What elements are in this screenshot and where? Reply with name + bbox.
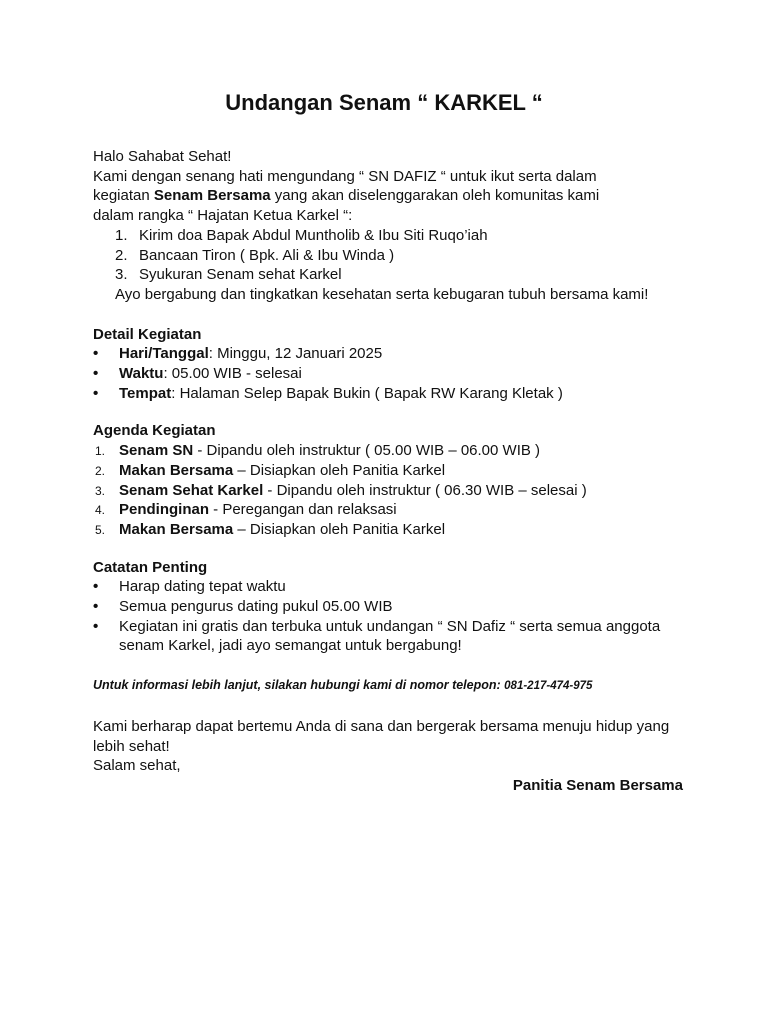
agenda-heading: Agenda Kegiatan — [93, 422, 216, 440]
agenda-label: Makan Bersama — [119, 520, 234, 538]
note-text: Kegiatan ini gratis dan terbuka untuk undangan “ SN Dafiz “ serta semua anggota senam Karkel, jadi ayo semangat untuk bergabung! — [119, 617, 661, 655]
signature: Panitia Senam Bersama — [512, 776, 683, 794]
intro-line-2-pre: kegiatan — [93, 187, 154, 205]
agenda-item — [93, 520, 683, 540]
detail-value: : Halaman Selep Bapak Bukin ( Bapak RW Karang Kletak ) — [171, 384, 563, 402]
detail-item — [93, 384, 683, 404]
bullet-icon: • — [93, 617, 99, 635]
agenda-number: 5. — [95, 522, 106, 537]
detail-item — [93, 364, 683, 384]
list-text: Kirim doa Bapak Abdul Muntholib & Ibu Siti Ruqo’iah — [139, 226, 488, 244]
bullet-icon: • — [93, 578, 99, 596]
notes-heading: Catatan Penting — [93, 558, 208, 576]
closing-text: Kami berharap dapat bertemu Anda di sana dan bergerak bersama menuju hidup yang lebih sehat! — [93, 717, 670, 755]
agenda-value: – Disiapkan oleh Panitia Karkel — [233, 461, 446, 479]
agenda-label: Pendinginan — [119, 501, 209, 519]
agenda-number: 3. — [95, 483, 106, 498]
list-item — [115, 265, 683, 285]
agenda-item — [93, 441, 683, 461]
detail-heading: Detail Kegiatan — [93, 325, 202, 343]
contact-info — [93, 676, 683, 697]
agenda-number: 1. — [95, 444, 106, 459]
salam-text: Salam sehat, — [93, 757, 181, 775]
note-item — [93, 577, 683, 597]
list-number: 1. — [115, 226, 128, 244]
bullet-icon: • — [93, 384, 99, 402]
intro-line-1: Kami dengan senang hati mengundang “ SN DAFIZ “ untuk ikut serta dalam — [93, 167, 597, 185]
note-item — [93, 597, 683, 617]
phone-number: 081-217-474-975 — [504, 680, 593, 693]
agenda-item — [93, 500, 683, 520]
bullet-icon: • — [93, 345, 99, 363]
detail-value: : 05.00 WIB - selesai — [163, 365, 302, 383]
document-body — [93, 147, 683, 796]
note-text: Harap dating tepat waktu — [119, 578, 286, 596]
list-item — [115, 226, 683, 246]
list-number: 2. — [115, 246, 128, 264]
list-text: Bancaan Tiron ( Bpk. Ali & Ibu Winda ) — [139, 246, 395, 264]
bullet-icon: • — [93, 365, 99, 383]
intro-line-3: dalam rangka “ Hajatan Ketua Karkel “: — [93, 207, 353, 225]
intro-list — [93, 226, 683, 285]
greeting: Halo Sahabat Sehat! — [93, 148, 232, 165]
list-number: 3. — [115, 266, 128, 284]
agenda-list — [93, 441, 683, 540]
detail-value: : Minggu, 12 Januari 2025 — [208, 345, 383, 363]
agenda-value: - Peregangan dan relaksasi — [209, 501, 397, 519]
agenda-item — [93, 481, 683, 501]
agenda-label: Senam SN — [119, 442, 194, 460]
note-text: Semua pengurus dating pukul 05.00 WIB — [119, 598, 393, 616]
intro-line-2 — [93, 186, 683, 206]
contact-text: Untuk informasi lebih lanjut, silakan hubungi kami di nomor telepon: — [93, 678, 505, 693]
agenda-value: - Dipandu oleh instruktur ( 06.30 WIB – selesai ) — [263, 481, 587, 499]
agenda-label: Senam Sehat Karkel — [119, 481, 264, 499]
detail-label: Waktu — [119, 365, 164, 383]
detail-item — [93, 344, 683, 364]
detail-list — [93, 344, 683, 403]
agenda-number: 4. — [95, 503, 106, 518]
intro-highlight: Senam Bersama — [153, 187, 271, 205]
notes-list — [93, 577, 683, 656]
detail-label: Hari/Tanggal — [119, 345, 209, 363]
intro-closing: Ayo bergabung dan tingkatkan kesehatan serta kebugaran tubuh bersama kami! — [115, 285, 649, 303]
agenda-value: - Dipandu oleh instruktur ( 05.00 WIB – 06.00 WIB ) — [193, 442, 541, 460]
bullet-icon: • — [93, 598, 99, 616]
detail-label: Tempat — [119, 384, 172, 402]
note-item — [93, 617, 683, 656]
intro-line-2-post: yang akan diselenggarakan oleh komunitas kami — [270, 187, 600, 205]
agenda-item — [93, 461, 683, 481]
list-item — [115, 246, 683, 266]
agenda-label: Makan Bersama — [119, 461, 234, 479]
agenda-value: – Disiapkan oleh Panitia Karkel — [233, 520, 446, 538]
list-text: Syukuran Senam sehat Karkel — [139, 266, 342, 284]
agenda-number: 2. — [95, 463, 106, 478]
document-title: Undangan Senam “ KARKEL “ — [225, 90, 543, 115]
